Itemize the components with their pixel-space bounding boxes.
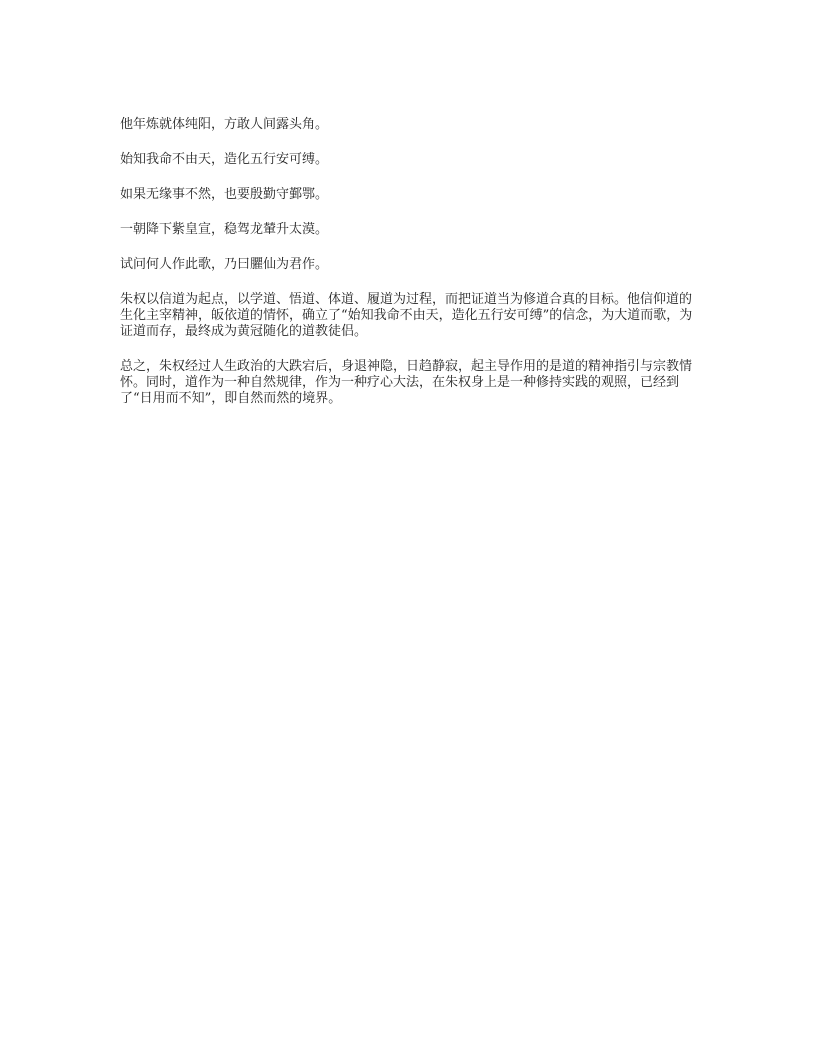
prose-paragraph-2: 总之，朱权经过人生政治的大跌宕后，身退神隐，日趋静寂，起主导作用的是道的精神指引与宗教情怀。同时，道作为一种自然规律，作为一种疗心大法，在朱权身上是一种修持实践的观照，已经到了“日用而不知”，即自然而然的境界。 (120, 359, 693, 406)
prose-paragraph-1: 朱权以信道为起点，以学道、悟道、体道、履道为过程，而把证道当为修道合真的目标。他信仰道的生化主宰精神，皈依道的情怀，确立了“始知我命不由天，造化五行安可缚”的信念，为大道而歌，为证道而存，最终成为黄冠随化的道教徒侣。 (120, 292, 693, 339)
verse-line-1: 他年炼就体纯阳，方敢人间露头角。 (120, 117, 329, 132)
verse-line-4: 一朝降下紫皇宣，稳驾龙輦升太漠。 (120, 222, 329, 237)
verse-line-5: 试问何人作此歌，乃曰臞仙为君作。 (120, 257, 329, 272)
verse-line-2: 始知我命不由天，造化五行安可缚。 (120, 152, 329, 167)
document-body (120, 117, 698, 426)
verse-line-3: 如果无缘事不然，也要殷勤守鄞鄂。 (120, 187, 329, 202)
